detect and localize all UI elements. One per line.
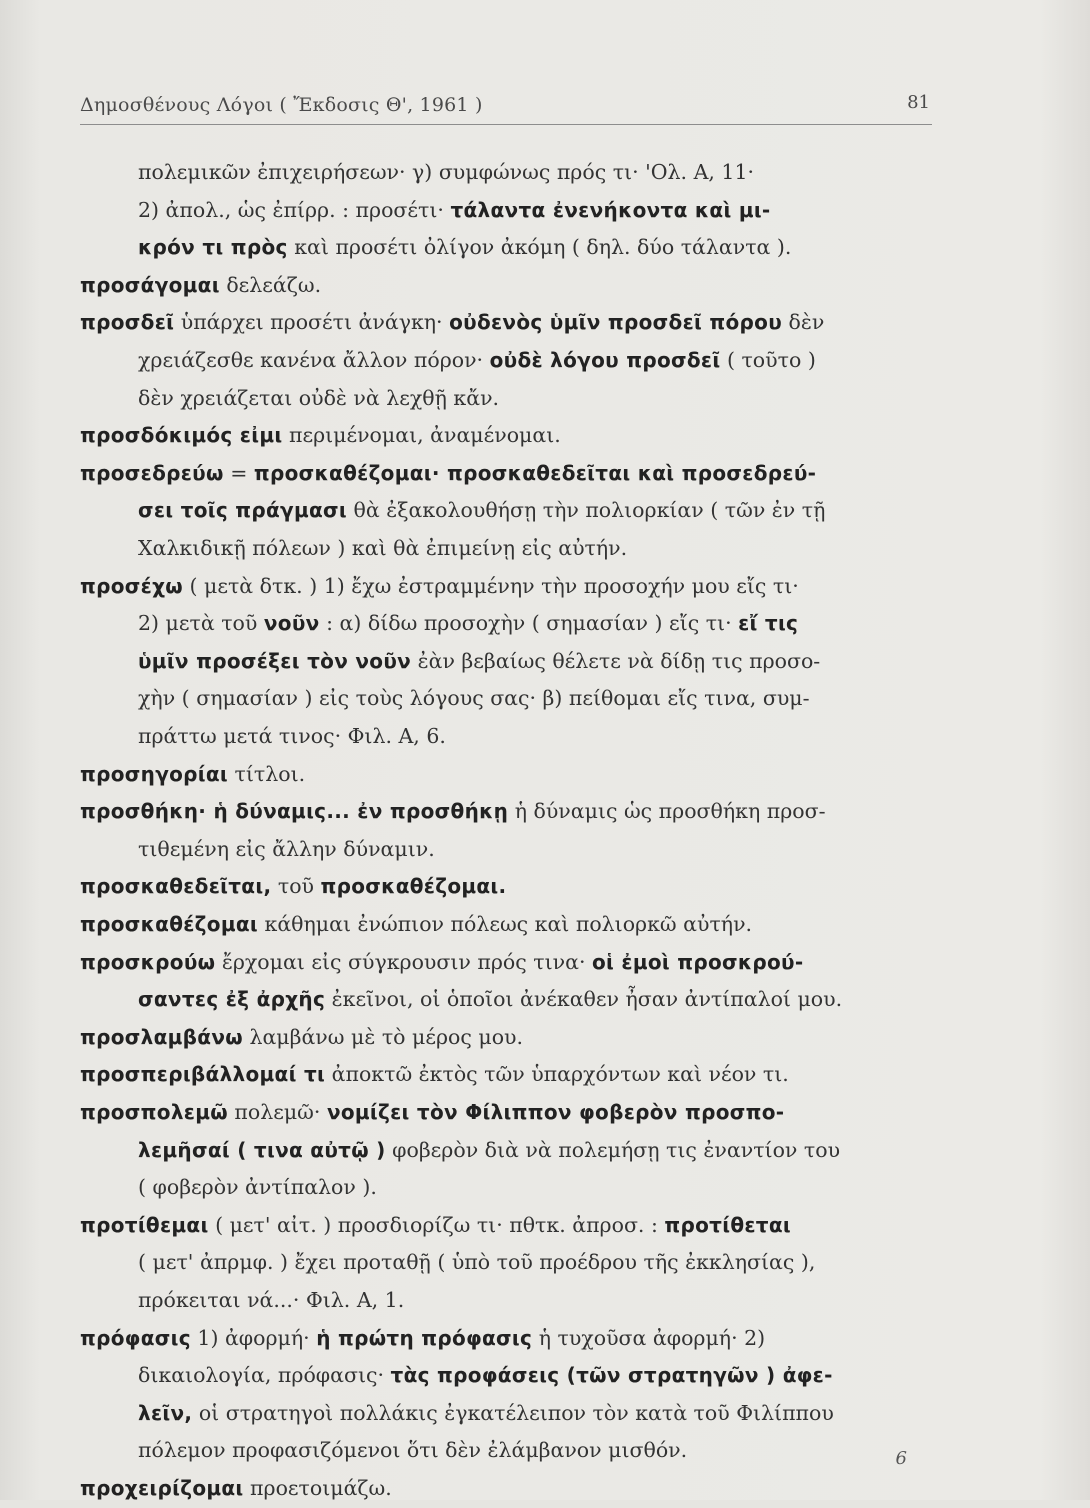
headword: προσκαθέζομαι· προσκαθεδεῖται καὶ προσεδρεύ- xyxy=(253,460,817,485)
definition-text: πολεμῶ· xyxy=(227,1100,327,1124)
headword: προσεδρεύω xyxy=(80,460,224,485)
definition-text: ὑπάρχει προσέτι ἀνάγκη· xyxy=(174,310,450,335)
headword: προτίθεμαι xyxy=(80,1212,209,1237)
definition-text: ἡ δύναμις ὡς προσθήκη προσ- xyxy=(508,799,826,824)
text-line xyxy=(80,791,826,831)
definition-text: 1) ἀφορμή· xyxy=(190,1325,317,1350)
text-line xyxy=(80,904,752,944)
headword: κρόν τι πρὸς xyxy=(138,235,288,260)
definition-text: προετοιμάζω. xyxy=(243,1476,392,1500)
text-line xyxy=(80,1017,523,1057)
headword: προσηγορίαι xyxy=(80,761,228,786)
page-number: 81 xyxy=(907,92,930,113)
headword: οἱ ἐμοὶ προσκρού- xyxy=(592,949,804,974)
headword: προσκαθέζομαι. xyxy=(320,874,507,899)
text-line xyxy=(138,1242,815,1282)
text-line xyxy=(80,1468,392,1508)
signature-mark: 6 xyxy=(895,1448,907,1469)
headword: λεῖν, xyxy=(138,1400,193,1425)
definition-text: ( μετ' ἀπρμφ. ) ἔχει προταθῇ ( ὑπὸ τοῦ προέδρου τῆς ἐκκλησίας ), xyxy=(138,1250,816,1275)
headword: σαντες ἐξ ἀρχῆς xyxy=(138,987,326,1012)
definition-text: ἔρχομαι εἰς σύγκρουσιν πρός τινα· xyxy=(215,949,592,974)
definition-text: δὲν xyxy=(782,310,825,335)
definition-text: τίτλοι. xyxy=(228,761,306,786)
definition-text: = xyxy=(223,460,254,485)
definition-text: ( μετ' αἰτ. ) προσδιορίζω τι· πθτκ. ἀπροσ. : xyxy=(208,1212,665,1237)
text-line xyxy=(80,566,799,606)
definition-text: πόλεμον προφασιζόμενοι ὅτι δὲν ἐλάμβανον μισθόν. xyxy=(138,1438,688,1463)
headword: προσδόκιμός εἰμι xyxy=(80,423,283,448)
definition-text: πολεμικῶν ἐπιχειρήσεων· γ) συμφώνως πρός τι· 'Ολ. Α, 11· xyxy=(138,160,755,184)
definition-text: ( μετὰ δτκ. ) 1) ἔχω ἐστραμμένην τὴν προσοχήν μου εἴς τι· xyxy=(182,573,799,598)
text-line xyxy=(138,1130,840,1170)
definition-text: ( τοῦτο ) xyxy=(720,348,816,372)
text-line xyxy=(138,490,825,530)
text-line xyxy=(80,866,506,906)
headword: σει τοῖς πράγμασι xyxy=(138,498,348,523)
headword: πρόφασις xyxy=(80,1325,191,1350)
text-line xyxy=(138,340,816,380)
header-title: Δημοσθένους Λόγοι ( Ἔκδοσις Θ', 1961 ) xyxy=(80,94,483,116)
headword: προσέχω xyxy=(80,573,183,598)
text-line xyxy=(138,641,820,681)
text-line xyxy=(80,415,561,455)
text-line xyxy=(80,754,305,794)
headword: τάλαντα ἐνενήκοντα καὶ μι- xyxy=(450,197,771,222)
text-line xyxy=(138,1393,834,1433)
headword: προσάγομαι xyxy=(80,272,220,297)
definition-text: πράττω μετά τινος· Φιλ. Α, 6. xyxy=(138,724,446,748)
definition-text: 2) ἀπολ., ὡς ἐπίρρ. : προσέτι· xyxy=(138,197,451,222)
definition-text: δικαιολογία, πρόφασις· xyxy=(138,1363,391,1388)
headword: προχειρίζομαι xyxy=(80,1476,244,1500)
text-line xyxy=(138,829,435,869)
text-line xyxy=(138,378,499,418)
text-line xyxy=(80,453,816,493)
headword: προσπολεμῶ xyxy=(80,1100,228,1124)
text-line xyxy=(138,603,798,643)
text-line xyxy=(138,716,446,756)
definition-text: οἱ στρατηγοὶ πολλάκις ἐγκατέλειπον τὸν κατὰ τοῦ Φιλίππου xyxy=(192,1400,834,1425)
running-header xyxy=(80,90,932,125)
headword: οὐδὲ λόγου προσδεῖ xyxy=(489,348,721,372)
headword: οὐδενὸς ὑμῖν προσδεῖ πόρου xyxy=(449,310,783,335)
text-line xyxy=(80,1054,789,1094)
headword: ὑμῖν προσέξει τὸν νοῦν xyxy=(138,648,412,673)
text-line xyxy=(80,1092,784,1132)
definition-text: ( φοβερὸν ἀντίπαλον ). xyxy=(138,1175,377,1200)
headword: προσδεῖ xyxy=(80,310,175,335)
definition-text: ἐκεῖνοι, οἱ ὁποῖοι ἀνέκαθεν ἦσαν ἀντίπαλοί μου. xyxy=(325,987,843,1012)
text-line xyxy=(138,678,810,718)
text-line xyxy=(138,1280,404,1320)
headword: προσλαμβάνω xyxy=(80,1024,243,1049)
headword: νοῦν xyxy=(263,611,320,636)
definition-text: 2) μετὰ τοῦ xyxy=(138,611,264,636)
definition-text: : α) δίδω προσοχὴν ( σημασίαν ) εἴς τι· xyxy=(319,611,739,636)
text-line xyxy=(138,979,842,1019)
definition-text: φοβερὸν διὰ νὰ πολεμήσῃ τις ἐναντίον του xyxy=(385,1137,841,1162)
definition-text: καὶ προσέτι ὀλίγον ἀκόμη ( δηλ. δύο τάλαντα ). xyxy=(287,235,792,260)
definition-text: τοῦ xyxy=(271,874,321,899)
definition-text: χρειάζεσθε κανένα ἄλλον πόρον· xyxy=(138,348,490,372)
text-line xyxy=(80,1205,791,1245)
definition-text: ἐὰν βεβαίως θέλετε νὰ δίδῃ τις προσο- xyxy=(411,648,821,673)
definition-text: ἀποκτῶ ἐκτὸς τῶν ὑπαρχόντων καὶ νέον τι. xyxy=(325,1062,789,1087)
headword: νομίζει τὸν Φίλιππον φοβερὸν προσπο- xyxy=(326,1100,785,1124)
headword: προσκρούω xyxy=(80,949,216,974)
text-line xyxy=(138,1167,377,1207)
definition-text: θὰ ἐξακολουθήσῃ τὴν πολιορκίαν ( τῶν ἐν τῇ xyxy=(347,498,826,523)
headword: προσπεριβάλλομαί τι xyxy=(80,1062,326,1087)
text-line xyxy=(80,1318,765,1358)
headword: προσθήκη· ἡ δύναμις... ἐν προσθήκῃ xyxy=(80,799,509,824)
text-line xyxy=(138,1355,833,1395)
definition-text: λαμβάνω μὲ τὸ μέρος μου. xyxy=(242,1024,524,1049)
definition-text: τιθεμένη εἰς ἄλλην δύναμιν. xyxy=(138,836,435,861)
definition-text: Χαλκιδικῇ πόλεων ) καὶ θὰ ἐπιμείνῃ εἰς αὐτήν. xyxy=(138,536,628,560)
headword: τὰς προφάσεις (τῶν στρατηγῶν ) ἀφε- xyxy=(390,1363,833,1388)
definition-text: ἡ τυχοῦσα ἀφορμή· 2) xyxy=(532,1325,766,1350)
text-line xyxy=(138,190,771,230)
text-line xyxy=(138,1430,687,1470)
headword: προσκαθέζομαι xyxy=(80,912,258,936)
text-line xyxy=(80,942,803,982)
definition-text: περιμένομαι, ἀναμένομαι. xyxy=(282,423,561,448)
headword: λεμῆσαί ( τινα αὐτῷ ) xyxy=(138,1137,386,1162)
text-line xyxy=(80,302,824,342)
headword: προσκαθεδεῖται, xyxy=(80,874,272,899)
definition-text: κάθημαι ἐνώπιον πόλεως καὶ πολιορκῶ αὐτήν. xyxy=(257,912,753,936)
text-line xyxy=(138,227,791,267)
headword: προτίθεται xyxy=(664,1212,791,1237)
text-line xyxy=(80,265,321,305)
definition-text: πρόκειται νά...· Φιλ. Α, 1. xyxy=(138,1288,405,1312)
text-line xyxy=(138,528,627,568)
headword: ἡ πρώτη πρόφασις xyxy=(316,1325,533,1350)
definition-text: δὲν χρειάζεται οὐδὲ νὰ λεχθῇ κἄν. xyxy=(138,385,500,410)
text-line xyxy=(138,152,754,192)
definition-text: χὴν ( σημασίαν ) εἰς τοὺς λόγους σας· β) πείθομαι εἴς τινα, συμ- xyxy=(138,686,810,711)
definition-text: δελεάζω. xyxy=(219,272,322,297)
headword: εἴ τις xyxy=(738,611,799,636)
